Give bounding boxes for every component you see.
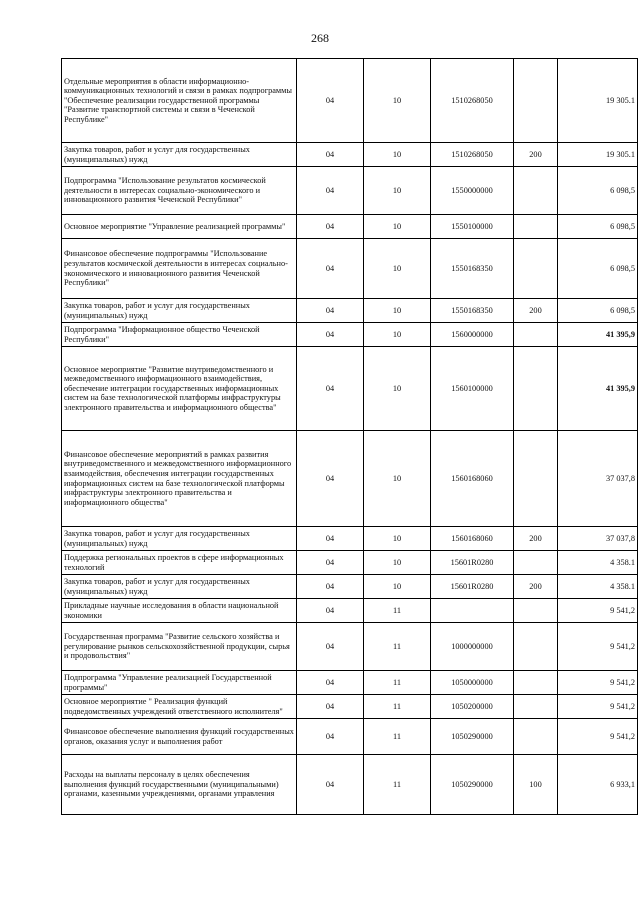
row-section-cell: 04	[297, 299, 364, 323]
row-name-cell: Закупка товаров, работ и услуг для государственных (муниципальных) нужд	[62, 527, 297, 551]
row-section-cell: 04	[297, 167, 364, 215]
row-expense-type-cell	[514, 695, 558, 719]
row-target-article-cell: 1550100000	[431, 215, 514, 239]
row-target-article-cell: 15601R0280	[431, 575, 514, 599]
row-amount-cell: 37 037,8	[558, 527, 638, 551]
row-name-cell: Прикладные научные исследования в области национальной экономики	[62, 599, 297, 623]
row-section-cell: 04	[297, 551, 364, 575]
row-name-cell: Финансовое обеспечение выполнения функций государственных органов, оказания услуг и выполнения работ	[62, 719, 297, 755]
row-amount-cell: 9 541,2	[558, 599, 638, 623]
row-expense-type-cell	[514, 167, 558, 215]
row-target-article-cell: 1510268050	[431, 59, 514, 143]
row-amount-cell: 6 098,5	[558, 239, 638, 299]
row-target-article-cell: 1050000000	[431, 671, 514, 695]
row-expense-type-cell	[514, 239, 558, 299]
row-amount-cell: 6 098,5	[558, 215, 638, 239]
row-target-article-cell: 1050290000	[431, 755, 514, 815]
row-target-article-cell: 1050200000	[431, 695, 514, 719]
row-section-cell: 04	[297, 431, 364, 527]
table-row	[62, 719, 638, 755]
table-row	[62, 431, 638, 527]
row-section-cell: 04	[297, 755, 364, 815]
row-expense-type-cell	[514, 719, 558, 755]
row-target-article-cell: 1000000000	[431, 623, 514, 671]
row-subsection-cell: 10	[364, 59, 431, 143]
row-amount-cell: 4 358.1	[558, 551, 638, 575]
row-expense-type-cell	[514, 623, 558, 671]
row-subsection-cell: 11	[364, 719, 431, 755]
row-section-cell: 04	[297, 215, 364, 239]
row-amount-cell: 41 395,9	[558, 323, 638, 347]
table-row	[62, 755, 638, 815]
row-target-article-cell: 1560100000	[431, 347, 514, 431]
row-name-cell: Финансовое обеспечение мероприятий в рамках развития внутриведомственного и межведомственного информационного взаимодействия, обеспечения интеграции государственных информационных систем на базе технологической платформы инфраструктуры электронного правительства и информационного общества"	[62, 431, 297, 527]
row-subsection-cell: 10	[364, 575, 431, 599]
row-section-cell: 04	[297, 695, 364, 719]
row-subsection-cell: 11	[364, 695, 431, 719]
row-subsection-cell: 10	[364, 347, 431, 431]
row-expense-type-cell	[514, 215, 558, 239]
row-amount-cell: 9 541,2	[558, 671, 638, 695]
table-row	[62, 347, 638, 431]
row-target-article-cell: 1050290000	[431, 719, 514, 755]
row-name-cell: Финансовое обеспечение подпрограммы "Использование результатов космической деятельности в интересах социально-экономического и инновационного развития Чеченской Республики"	[62, 239, 297, 299]
table-row	[62, 551, 638, 575]
table-row	[62, 671, 638, 695]
row-name-cell: Подпрограмма "Использование результатов космической деятельности в интересах социально-экономического и инновационного развития Чеченской Республики"	[62, 167, 297, 215]
row-subsection-cell: 11	[364, 623, 431, 671]
budget-table-body	[62, 59, 638, 815]
row-amount-cell: 4 358.1	[558, 575, 638, 599]
table-row	[62, 599, 638, 623]
table-row	[62, 299, 638, 323]
row-amount-cell: 9 541,2	[558, 695, 638, 719]
row-expense-type-cell: 200	[514, 143, 558, 167]
row-subsection-cell: 10	[364, 215, 431, 239]
row-amount-cell: 19 305.1	[558, 59, 638, 143]
row-section-cell: 04	[297, 347, 364, 431]
table-row	[62, 143, 638, 167]
row-target-article-cell: 1550168350	[431, 299, 514, 323]
row-subsection-cell: 10	[364, 551, 431, 575]
table-row	[62, 575, 638, 599]
row-name-cell: Государственная программа "Развитие сельского хозяйства и регулирование рынков сельскохозяйственной продукции, сырья и продовольствия"	[62, 623, 297, 671]
row-section-cell: 04	[297, 719, 364, 755]
row-section-cell: 04	[297, 575, 364, 599]
row-expense-type-cell: 100	[514, 755, 558, 815]
row-section-cell: 04	[297, 239, 364, 299]
row-section-cell: 04	[297, 323, 364, 347]
row-amount-cell: 9 541,2	[558, 719, 638, 755]
row-section-cell: 04	[297, 671, 364, 695]
row-target-article-cell: 1550168350	[431, 239, 514, 299]
row-subsection-cell: 10	[364, 323, 431, 347]
row-subsection-cell: 10	[364, 143, 431, 167]
row-name-cell: Закупка товаров, работ и услуг для государственных (муниципальных) нужд	[62, 575, 297, 599]
row-target-article-cell: 1560168060	[431, 431, 514, 527]
row-subsection-cell: 11	[364, 599, 431, 623]
row-name-cell: Подпрограмма "Информационное общество Чеченской Республики"	[62, 323, 297, 347]
row-expense-type-cell	[514, 347, 558, 431]
row-name-cell: Закупка товаров, работ и услуг для государственных (муниципальных) нужд	[62, 143, 297, 167]
row-section-cell: 04	[297, 623, 364, 671]
row-section-cell: 04	[297, 59, 364, 143]
row-subsection-cell: 10	[364, 167, 431, 215]
table-row	[62, 323, 638, 347]
row-target-article-cell: 1560168060	[431, 527, 514, 551]
row-section-cell: 04	[297, 527, 364, 551]
row-amount-cell: 9 541,2	[558, 623, 638, 671]
row-amount-cell: 6 098,5	[558, 299, 638, 323]
row-expense-type-cell: 200	[514, 575, 558, 599]
row-target-article-cell: 1510268050	[431, 143, 514, 167]
row-name-cell: Отдельные мероприятия в области информационно-коммуникационных технологий и связи в рамках подпрограммы "Обеспечение реализации государственной программы "Развитие транспортной системы и связи в Чеченской Республике"	[62, 59, 297, 143]
row-subsection-cell: 10	[364, 527, 431, 551]
table-row	[62, 215, 638, 239]
row-name-cell: Подпрограмма "Управление реализацией Государственной программы"	[62, 671, 297, 695]
row-expense-type-cell	[514, 431, 558, 527]
row-expense-type-cell: 200	[514, 299, 558, 323]
row-amount-cell: 41 395,9	[558, 347, 638, 431]
row-name-cell: Расходы на выплаты персоналу в целях обеспечения выполнения функций государственными (муниципальными) органами, казенными учреждениями, органами управления	[62, 755, 297, 815]
row-target-article-cell: 1550000000	[431, 167, 514, 215]
row-amount-cell: 19 305.1	[558, 143, 638, 167]
row-name-cell: Поддержка региональных проектов в сфере информационных технологий	[62, 551, 297, 575]
row-expense-type-cell	[514, 551, 558, 575]
table-row	[62, 239, 638, 299]
row-section-cell: 04	[297, 599, 364, 623]
row-target-article-cell: 15601R0280	[431, 551, 514, 575]
row-name-cell: Основное мероприятие "Управление реализацией программы"	[62, 215, 297, 239]
row-subsection-cell: 10	[364, 239, 431, 299]
row-subsection-cell: 11	[364, 755, 431, 815]
table-row	[62, 167, 638, 215]
row-target-article-cell	[431, 599, 514, 623]
row-expense-type-cell	[514, 323, 558, 347]
row-expense-type-cell	[514, 59, 558, 143]
row-name-cell: Основное мероприятие "Развитие внутриведомственного и межведомственного информационного взаимодействия, обеспечение интеграции государственных информационных систем на базе технологической платформы инфраструктуры электронного правительства и информационного общества"	[62, 347, 297, 431]
row-amount-cell: 37 037,8	[558, 431, 638, 527]
row-expense-type-cell: 200	[514, 527, 558, 551]
row-expense-type-cell	[514, 599, 558, 623]
page-number: 268	[311, 31, 329, 45]
row-subsection-cell: 10	[364, 299, 431, 323]
table-row	[62, 527, 638, 551]
row-section-cell: 04	[297, 143, 364, 167]
row-name-cell: Закупка товаров, работ и услуг для государственных (муниципальных) нужд	[62, 299, 297, 323]
row-amount-cell: 6 098,5	[558, 167, 638, 215]
row-name-cell: Основное мероприятие " Реализация функций подведомственных учреждений ответственного исполнителя"	[62, 695, 297, 719]
row-amount-cell: 6 933,1	[558, 755, 638, 815]
row-expense-type-cell	[514, 671, 558, 695]
row-subsection-cell: 10	[364, 431, 431, 527]
budget-table	[61, 58, 638, 815]
row-target-article-cell: 1560000000	[431, 323, 514, 347]
table-row	[62, 59, 638, 143]
table-row	[62, 695, 638, 719]
row-subsection-cell: 11	[364, 671, 431, 695]
table-row	[62, 623, 638, 671]
